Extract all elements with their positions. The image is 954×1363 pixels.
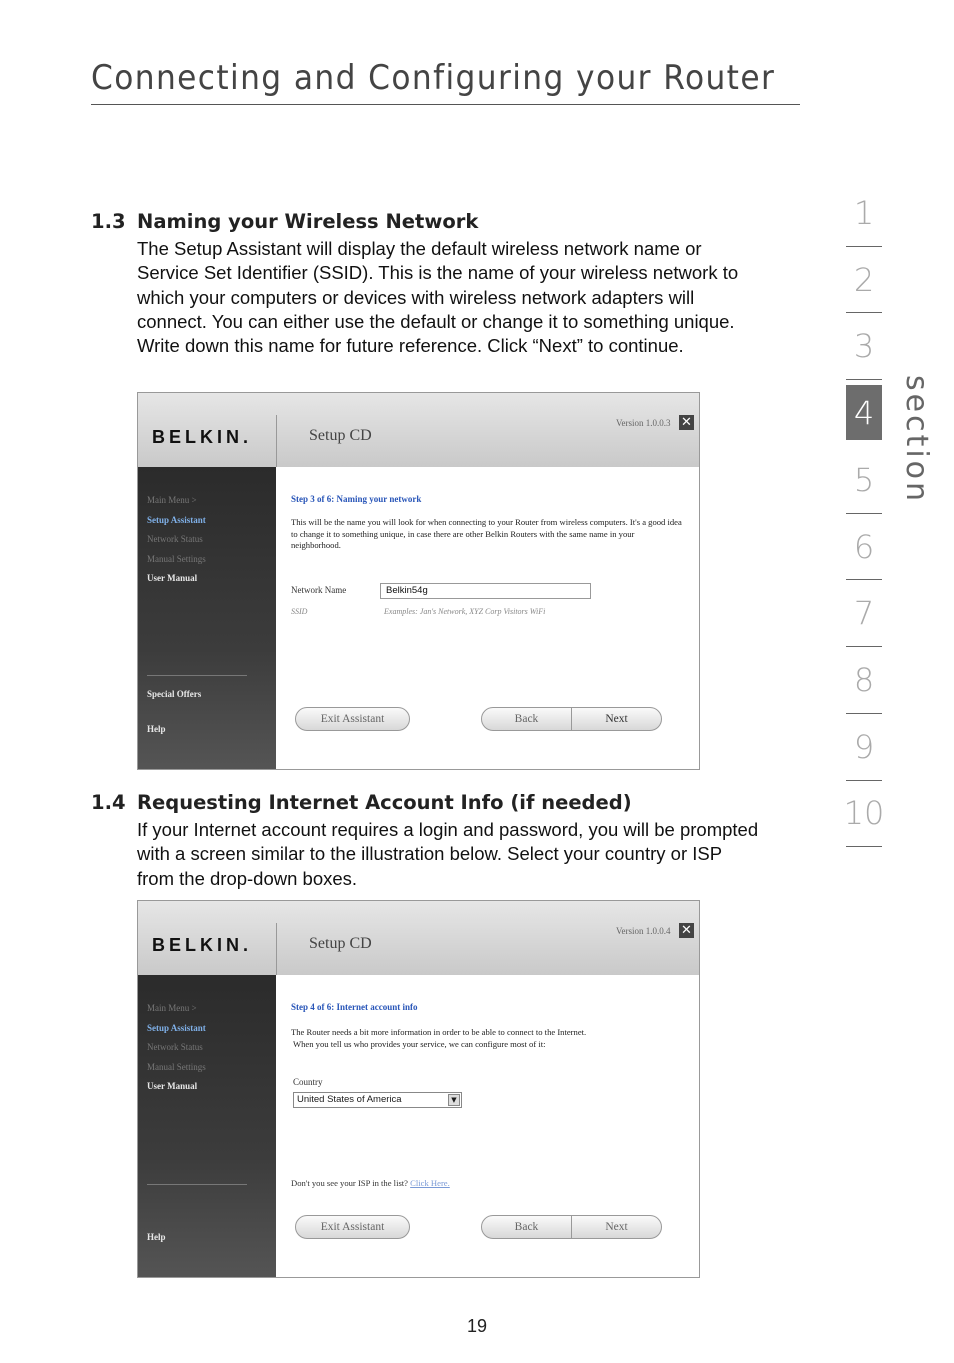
header-divider — [276, 923, 277, 975]
step-title: Step 3 of 6: Naming your network — [291, 494, 422, 504]
section-heading — [91, 210, 761, 233]
country-select-value: United States of America — [297, 1094, 402, 1105]
step-description-line-2: When you tell us who provides your service, we can configure most of it: — [293, 1039, 546, 1049]
sidebar-item-main-menu[interactable]: Main Menu > — [147, 1003, 197, 1013]
section-number: 1.4 — [91, 791, 126, 814]
sidebar-item-manual-settings[interactable]: Manual Settings — [147, 554, 206, 564]
exit-assistant-button[interactable]: Exit Assistant — [295, 1215, 410, 1239]
next-button[interactable]: Next — [605, 713, 628, 725]
sidebar-divider — [147, 1184, 247, 1185]
dropdown-arrow-icon[interactable]: ▼ — [448, 1094, 460, 1106]
section-nav — [843, 180, 885, 847]
section-nav-7[interactable]: 7 — [846, 580, 882, 647]
next-button[interactable]: Next — [605, 1221, 628, 1233]
section-heading — [91, 791, 761, 814]
content-panel — [276, 975, 700, 1278]
step-description: This will be the name you will look for when connecting to your Router from wireless computers. It's a good idea to change it to something unique, in case there are other Belkin Routers with the same name in your neighborhood. — [291, 517, 682, 550]
back-button[interactable]: Back — [482, 708, 572, 730]
country-select[interactable] — [293, 1092, 462, 1108]
section-nav-4-active[interactable]: 4 — [846, 385, 882, 441]
exit-assistant-button[interactable]: Exit Assistant — [295, 707, 410, 731]
back-next-button-group — [481, 1215, 662, 1239]
section-title: Naming your Wireless Network — [137, 210, 479, 233]
sidebar-item-help[interactable]: Help — [147, 1232, 166, 1242]
section-title: Requesting Internet Account Info (if needed) — [137, 791, 632, 814]
section-nav-9[interactable]: 9 — [846, 714, 882, 781]
version-label: Version 1.0.0.4 — [616, 926, 671, 936]
close-icon[interactable]: ✕ — [679, 415, 694, 430]
setup-screenshot-internet-account — [137, 900, 700, 1278]
sidebar-item-manual-settings[interactable]: Manual Settings — [147, 1062, 206, 1072]
section-nav-8[interactable]: 8 — [846, 647, 882, 714]
section-label: section — [899, 375, 934, 505]
sidebar-item-special-offers[interactable]: Special Offers — [147, 689, 202, 699]
step-description-line-1: The Router needs a bit more information in order to be able to connect to the Internet. — [291, 1027, 587, 1037]
click-here-link[interactable]: Click Here. — [410, 1178, 450, 1188]
belkin-logo: BELKIN. — [152, 935, 252, 955]
section-nav-6[interactable]: 6 — [846, 514, 882, 581]
sidebar-item-network-status[interactable]: Network Status — [147, 534, 203, 544]
network-name-label: Network Name — [291, 585, 347, 595]
back-next-button-group — [481, 707, 662, 731]
setup-screenshot-naming-network — [137, 392, 700, 770]
section-nav-3[interactable]: 3 — [846, 313, 882, 380]
section-1-3 — [91, 210, 761, 358]
sidebar-item-user-manual[interactable]: User Manual — [147, 573, 198, 583]
section-body: If your Internet account requires a login and password, you will be prompted with a screen similar to the illustration below. Select your country or ISP from the drop-down boxes. — [137, 819, 759, 889]
section-1-4 — [91, 791, 761, 891]
ssid-label: SSID — [291, 607, 308, 616]
section-body: The Setup Assistant will display the default wireless network name or Service Set Identifier (SSID). This is the name of your wireless network to which your computers or devices with wireless network adapters will connect. You can either use the default or change it to something unique. Write down this name for future reference. Click “Next” to continue. — [137, 238, 739, 357]
close-icon[interactable]: ✕ — [679, 923, 694, 938]
step-title: Step 4 of 6: Internet account info — [291, 1002, 418, 1012]
page-header — [91, 58, 800, 105]
ssid-examples: Examples: Jan's Network, XYZ Corp Visitors WiFi — [384, 607, 546, 616]
sidebar — [138, 467, 276, 770]
country-label: Country — [293, 1077, 323, 1087]
section-number: 1.3 — [91, 210, 126, 233]
header-divider — [276, 415, 277, 467]
section-nav-5[interactable]: 5 — [846, 447, 882, 514]
sidebar — [138, 975, 276, 1278]
network-name-input[interactable]: Belkin54g — [380, 583, 591, 599]
section-nav-2[interactable]: 2 — [846, 247, 882, 314]
sidebar-item-network-status[interactable]: Network Status — [147, 1042, 203, 1052]
belkin-logo: BELKIN. — [152, 427, 252, 447]
sidebar-item-help[interactable]: Help — [147, 724, 166, 734]
section-nav-10[interactable]: 10 — [846, 781, 882, 848]
page-title: Connecting and Configuring your Router — [91, 58, 776, 98]
sidebar-item-user-manual[interactable]: User Manual — [147, 1081, 198, 1091]
window-title: Setup CD — [309, 427, 372, 444]
page-number: 19 — [466, 1316, 488, 1336]
version-label: Version 1.0.0.3 — [616, 418, 671, 428]
sidebar-item-setup-assistant[interactable]: Setup Assistant — [147, 1023, 206, 1033]
content-panel — [276, 467, 700, 770]
isp-prompt — [291, 1178, 450, 1188]
isp-prompt-text: Don't you see your ISP in the list? — [291, 1178, 408, 1188]
sidebar-divider — [147, 675, 247, 676]
sidebar-item-main-menu[interactable]: Main Menu > — [147, 495, 197, 505]
window-title: Setup CD — [309, 935, 372, 952]
sidebar-item-setup-assistant[interactable]: Setup Assistant — [147, 515, 206, 525]
section-nav-1[interactable]: 1 — [846, 180, 882, 247]
back-button[interactable]: Back — [482, 1216, 572, 1238]
